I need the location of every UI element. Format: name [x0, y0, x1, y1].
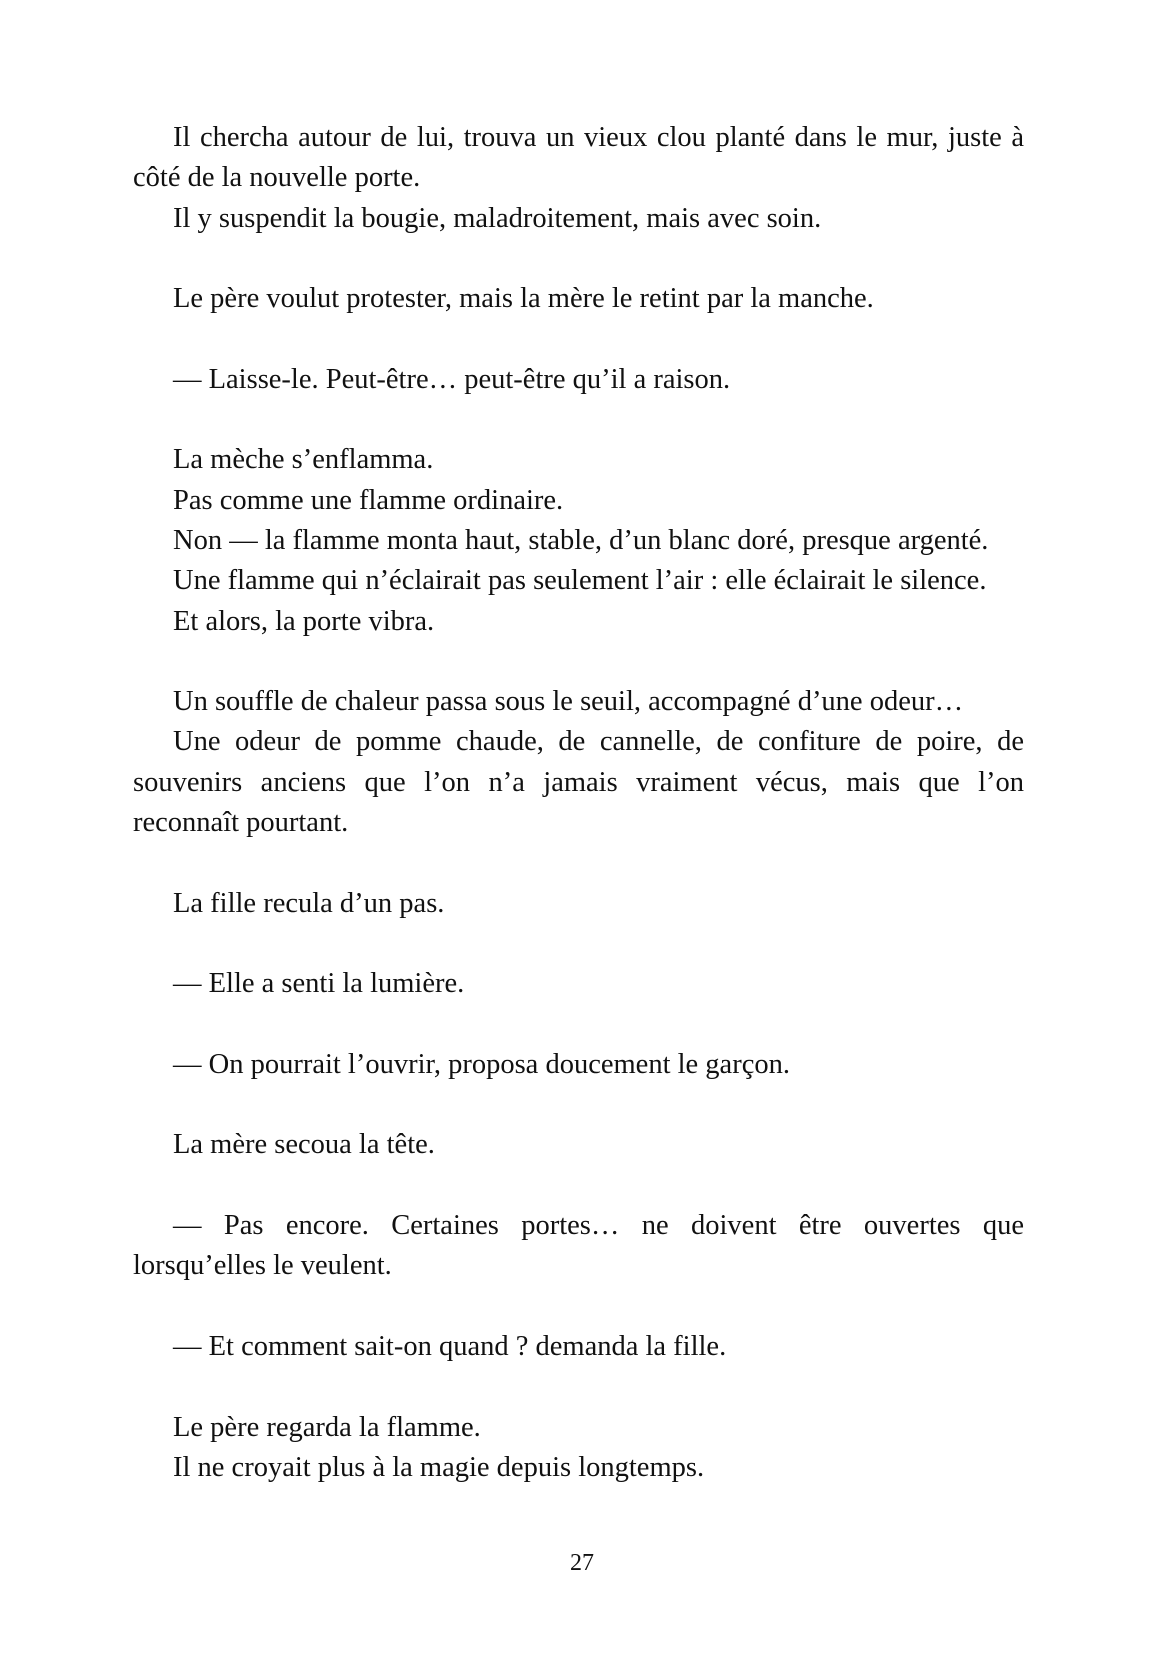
paragraph-spacer — [133, 843, 1024, 883]
paragraph-spacer — [133, 1085, 1024, 1125]
paragraph: Non — la flamme monta haut, stable, d’un blanc doré, presque argenté. — [173, 524, 989, 556]
paragraph: Un souffle de chaleur passa sous le seuil, accompagné d’une odeur… — [173, 686, 964, 718]
paragraph: Pas comme une flamme ordinaire. — [173, 484, 564, 516]
body-text — [133, 118, 1024, 1488]
paragraph-spacer — [133, 642, 1024, 682]
paragraph-spacer — [133, 239, 1024, 279]
paragraph: La mère secoua la tête. — [173, 1129, 435, 1161]
paragraph: Une flamme qui n’éclairait pas seulement l’air : elle éclairait le silence. — [173, 565, 987, 597]
paragraph-spacer — [133, 1367, 1024, 1407]
paragraph-spacer — [133, 1166, 1024, 1206]
paragraph-spacer — [133, 400, 1024, 440]
paragraph: La mèche s’enflamma. — [173, 444, 434, 476]
dialogue-line: — Et comment sait-on quand ? demanda la fille. — [173, 1330, 727, 1362]
dialogue-line: — Laisse-le. Peut-être… peut-être qu’il a raison. — [173, 363, 731, 395]
paragraph: Le père regarda la flamme. — [173, 1411, 481, 1443]
paragraph: Le père voulut protester, mais la mère le retint par la manche. — [173, 283, 874, 315]
paragraph-spacer — [133, 1005, 1024, 1045]
paragraph-spacer — [133, 1287, 1024, 1327]
paragraph: Une odeur de pomme chaude, de cannelle, de confiture de poire, de souvenirs anciens que l’on n’a jamais vraiment vécus, mais que l’on reconnaît pourtant. — [133, 726, 1024, 839]
paragraph: Il y suspendit la bougie, maladroitement, mais avec soin. — [173, 202, 822, 234]
page-number: 27 — [570, 1550, 594, 1576]
dialogue-line: — On pourrait l’ouvrir, proposa doucement le garçon. — [173, 1048, 790, 1080]
paragraph-spacer — [133, 319, 1024, 359]
paragraph: La fille recula d’un pas. — [173, 887, 445, 919]
paragraph: Et alors, la porte vibra. — [173, 605, 435, 637]
paragraph: Il chercha autour de lui, trouva un vieux clou planté dans le mur, juste à côté de la nouvelle porte. — [133, 122, 1024, 194]
dialogue-line: — Elle a senti la lumière. — [173, 968, 465, 1000]
paragraph-spacer — [133, 924, 1024, 964]
dialogue-line: — Pas encore. Certaines portes… ne doivent être ouvertes que lorsqu’elles le veulent. — [133, 1210, 1024, 1282]
paragraph: Il ne croyait plus à la magie depuis longtemps. — [173, 1451, 705, 1483]
